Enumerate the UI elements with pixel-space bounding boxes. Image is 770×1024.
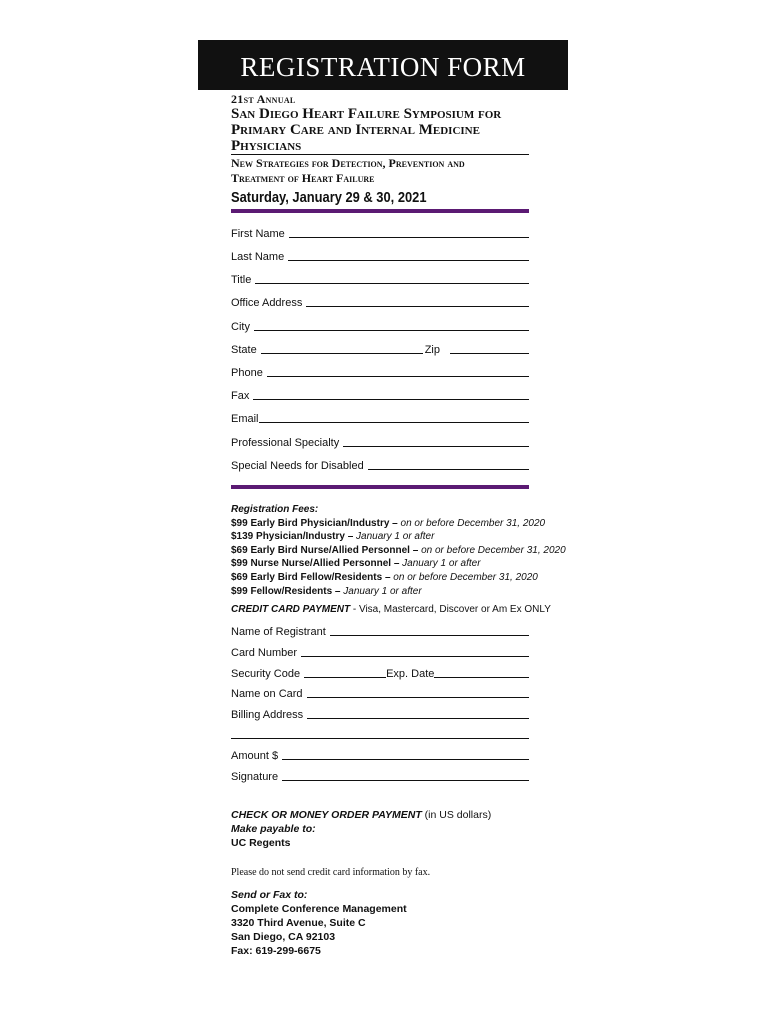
security-exp-field[interactable] [231, 664, 529, 680]
field-label: Exp. Date [386, 668, 435, 680]
purple-divider [231, 485, 529, 489]
annual-label: 21st Annual [231, 92, 296, 106]
first-name-input-line[interactable] [289, 236, 529, 238]
field-label: Security Code [231, 668, 301, 680]
address-line: San Diego, CA 92103 [231, 931, 336, 943]
office-address-field[interactable] [231, 293, 529, 309]
fee-item [231, 517, 546, 531]
name-of-registrant-field[interactable] [231, 622, 529, 638]
subtitle-line: Treatment of Heart Failure [231, 171, 375, 185]
symposium-title-line: San Diego Heart Failure Symposium for [231, 106, 502, 122]
check-currency-note: (in US dollars) [421, 809, 492, 821]
registrant-input-line[interactable] [330, 634, 529, 636]
credit-card-subtext: - Visa, Mastercard, Discover or Am Ex ONLY [350, 604, 551, 615]
field-label: Office Address [231, 297, 303, 309]
card-number-field[interactable] [231, 643, 529, 659]
field-label: First Name [231, 228, 285, 240]
fee-price: $139 Physician/Industry – [231, 531, 354, 543]
field-label: Special Needs for Disabled [231, 460, 364, 472]
field-label: Name on Card [231, 688, 303, 700]
field-label: Signature [231, 771, 279, 783]
fee-note: on or before December 31, 2020 [390, 571, 538, 583]
field-label: Professional Specialty [231, 437, 340, 449]
email-input-line[interactable] [259, 421, 529, 423]
amount-input-line[interactable] [282, 758, 529, 760]
fee-price: $99 Nurse Nurse/Allied Personnel – [231, 558, 400, 570]
fee-item [231, 530, 541, 544]
symposium-title-line: Primary Care and Internal Medicine [231, 122, 480, 138]
fax-field[interactable] [231, 386, 529, 402]
name-on-card-field[interactable] [231, 684, 529, 700]
special-needs-input-line[interactable] [368, 468, 529, 470]
form-title: REGISTRATION FORM [240, 52, 526, 82]
signature-field[interactable] [231, 767, 529, 783]
subtitle-line: New Strategies for Detection, Prevention and [231, 156, 465, 170]
fee-note: on or before December 31, 2020 [397, 517, 546, 529]
field-label: Title [231, 274, 252, 286]
fee-note: January 1 or after [353, 531, 435, 543]
amount-field[interactable] [231, 746, 529, 762]
city-field[interactable] [231, 317, 529, 333]
payee: UC Regents [231, 837, 291, 849]
registration-fees [231, 503, 566, 598]
office-address-input-line[interactable] [306, 305, 529, 307]
security-code-input-line[interactable] [304, 676, 386, 678]
professional-specialty-input-line[interactable] [343, 445, 529, 447]
fax-input-line[interactable] [253, 398, 529, 400]
card-number-input-line[interactable] [301, 655, 529, 657]
last-name-field[interactable] [231, 247, 529, 263]
field-label: State [231, 344, 257, 356]
phone-input-line[interactable] [267, 375, 529, 377]
credit-card-heading [231, 604, 551, 615]
fee-item [231, 544, 566, 558]
state-input-line[interactable] [261, 352, 423, 354]
check-heading-row [231, 808, 491, 822]
address-line: 3320 Third Avenue, Suite C [231, 917, 366, 929]
field-label: Name of Registrant [231, 626, 326, 638]
fee-item [231, 585, 541, 599]
billing-address-line-2[interactable] [231, 738, 529, 739]
fax-note: Please do not send credit card information by fax. [231, 867, 431, 878]
address-line: Complete Conference Management [231, 903, 407, 915]
field-label: Amount $ [231, 750, 279, 762]
city-input-line[interactable] [254, 329, 529, 331]
event-date: Saturday, January 29 & 30, 2021 [231, 189, 427, 206]
email-field[interactable] [231, 409, 529, 425]
fee-item [231, 571, 541, 585]
fee-price: $69 Early Bird Nurse/Allied Personnel – [231, 544, 419, 556]
field-label: Zip [424, 344, 440, 356]
field-label: Last Name [231, 251, 285, 263]
purple-divider [231, 209, 529, 213]
fees-heading: Registration Fees: [231, 504, 319, 515]
divider [231, 154, 529, 155]
fee-price: $99 Early Bird Physician/Industry – [231, 517, 398, 529]
zip-input-line[interactable] [450, 352, 529, 354]
send-section [231, 888, 407, 958]
exp-date-input-line[interactable] [434, 676, 529, 678]
fax-number: Fax: 619-299-6675 [231, 945, 321, 957]
field-label: Phone [231, 367, 263, 379]
check-payment-section [231, 808, 491, 850]
state-zip-field[interactable] [231, 340, 529, 356]
title-field[interactable] [231, 270, 529, 286]
fee-price: $69 Early Bird Fellow/Residents – [231, 571, 391, 583]
professional-specialty-field[interactable] [231, 433, 529, 449]
name-on-card-input-line[interactable] [307, 696, 529, 698]
first-name-field[interactable] [231, 224, 529, 240]
check-heading: CHECK OR MONEY ORDER PAYMENT [231, 809, 422, 821]
field-label: Billing Address [231, 709, 304, 721]
field-label: Card Number [231, 647, 298, 659]
payable-label: Make payable to: [231, 823, 316, 835]
subtitle [231, 156, 541, 186]
fee-note: January 1 or after [399, 558, 481, 570]
last-name-input-line[interactable] [288, 259, 529, 261]
fee-note: on or before December 31, 2020 [418, 544, 566, 556]
symposium-title-line: Physicians [231, 138, 302, 154]
credit-card-title: CREDIT CARD PAYMENT [231, 604, 351, 615]
special-needs-field[interactable] [231, 456, 529, 472]
phone-field[interactable] [231, 363, 529, 379]
symposium-title [231, 106, 541, 154]
signature-input-line[interactable] [282, 779, 529, 781]
fee-note: January 1 or after [340, 585, 422, 597]
billing-address-input-line[interactable] [307, 717, 529, 719]
field-label: City [231, 321, 250, 333]
fee-price: $99 Fellow/Residents – [231, 585, 341, 597]
title-input-line[interactable] [255, 282, 529, 284]
title-banner [198, 40, 568, 90]
field-label: Fax [231, 390, 250, 402]
billing-address-field[interactable] [231, 705, 529, 721]
fee-item [231, 557, 541, 571]
field-label: Email [231, 413, 259, 425]
send-heading: Send or Fax to: [231, 889, 308, 901]
